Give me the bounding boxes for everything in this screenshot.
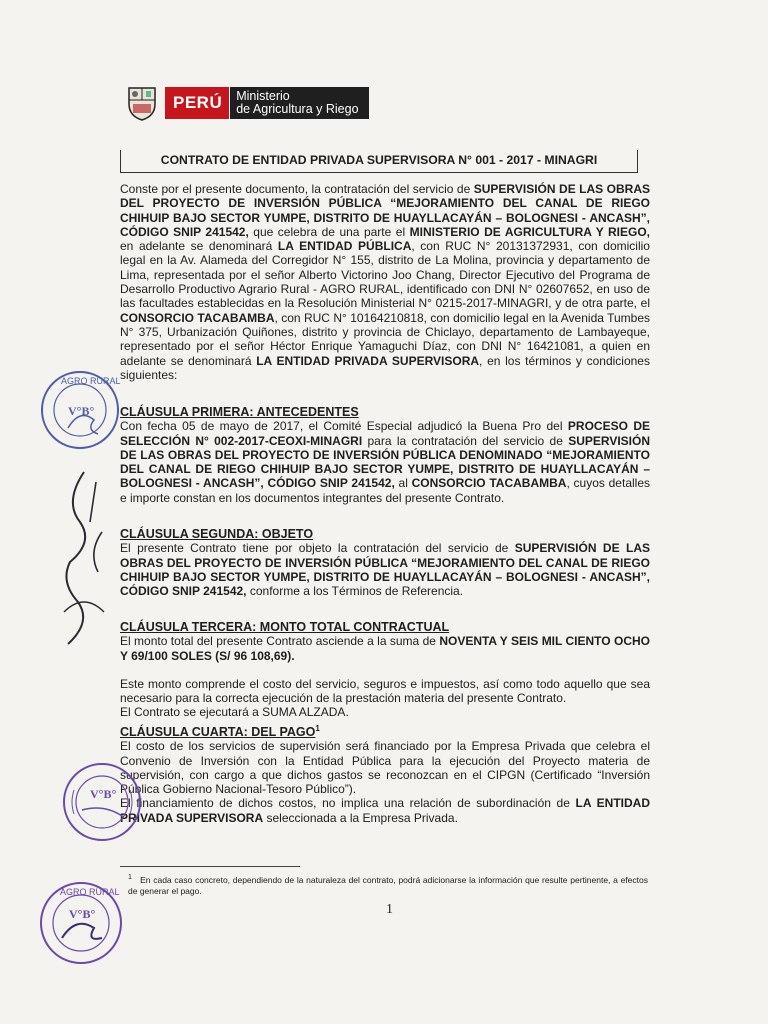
agro-rural-stamp-icon [38,368,122,452]
clause-tercera-text: El monto total del presente Contrato asciende a la suma de NOVENTA Y SEIS MIL CIENTO OCHO Y 69/100 SOLES (S/ 96 108,69). [120,634,650,663]
clause-primera-text: Con fecha 05 de mayo de 2017, el Comité Especial adjudicó la Buena Pro del PROCESO DE SELECCIÓN N° 002-2017-CEOXI-MINAGRI para la contratación del servicio de SUPERVISIÓN DE LAS OBRAS DEL PROYECTO DE INVERSIÓN PÚBLICA DENOMINADO “MEJORAMIENTO DEL CANAL DE RIEGO CHIHUIP BAJO SECTOR YUMPE, DISTRITO DE HUAYLLACAYÁN – BOLOGNESI - ANCASH”, CÓDIGO SNIP 241542, al CONSORCIO TACABAMBA, cuyos detalles e importe constan en los documentos integrantes del presente Contrato. [120,419,651,505]
clause-cuarta-heading: CLÁUSULA CUARTA: DEL PAGO [120,725,316,739]
footnote-ref: 1 [315,724,320,733]
ministry-line-1: Ministerio [236,89,290,103]
intro-paragraph: Conste por el presente documento, la contratación del servicio de SUPERVISIÓN DE LAS OBRAS DEL PROYECTO DE INVERSIÓN PÚBLICA “MEJORAMIENTO DEL CANAL DE RIEGO CHIHUIP BAJO SECTOR YUMPE, DISTRITO DE HUAYLLACAYÁN – BOLOGNESI - ANCASH”, CÓDIGO SNIP 241542, que celebra de una parte el MINISTERIO DE AGRICULTURA Y RIEGO, en adelante se denominará LA ENTIDAD PÚBLICA, con RUC N° 20131372931, con domicilio legal en la Av. Alameda del Corregidor N° 155, distrito de La Molina, provincia y departamento de Lima, representada por el señor Alberto Victorino Joo Chang, Director Ejecutivo del Programa de Desarrollo Productivo Agrario Rural - AGRO RURAL, identificado con DNI N° 02607652, en uso de las facultades establecidas en la Resolución Ministerial N° 0215-2017-MINAGRI, y de otra parte, el CONSORCIO TACABAMBA, con RUC N° 10164210818, con domicilio legal en la Avenida Tumbes N° 375, Urbanización Quiñones, distrito y provincia de Chiclayo, departamento de Lambayeque, representado por el señor Héctor Enrique Yamaguchi Díaz, con DNI N° 16421081, a quien en adelante se denominará LA ENTIDAD PRIVADA SUPERVISORA, en los términos y condiciones siguientes: [120,182,651,382]
clause-tercera-heading: CLÁUSULA TERCERA: MONTO TOTAL CONTRACTUAL [120,620,450,634]
ministry-line-2: de Agricultura y Riego [236,102,359,116]
ministry-name [229,87,368,119]
contract-title: CONTRATO DE ENTIDAD PRIVADA SUPERVISORA N° 001 - 2017 - MINAGRI [120,150,638,173]
footnote [128,872,648,897]
clause-cuarta-heading-row [120,722,650,739]
clause-segunda-heading: CLÁUSULA SEGUNDA: OBJETO [120,527,314,541]
clause-primera-heading: CLÁUSULA PRIMERA: ANTECEDENTES [120,405,359,419]
stamp1-top-text: AGRO RURAL [61,376,121,386]
stamp3-top-text: AGRO RURAL [60,887,120,897]
ministry-header [125,83,369,123]
peru-brand-block [165,87,369,119]
clause-segunda-text: El presente Contrato tiene por objeto la contratación del servicio de SUPERVISIÓN DE LAS OBRAS DEL PROYECTO DE INVERSIÓN PÚBLICA “MEJORAMIENTO DEL CANAL DE RIEGO CHIHUIP BAJO SECTOR YUMPE, DISTRITO DE HUAYLLACAYÁN – BOLOGNESI - ANCASH”, CÓDIGO SNIP 241542, conforme a los Términos de Referencia. [120,541,650,599]
footnote-number: 1 [128,873,132,881]
country-name: PERÚ [173,93,223,112]
ministry-legal-stamp-icon [60,760,144,844]
stamp1-vobo-text: V°B° [68,404,95,418]
clause-primera [120,405,650,505]
page-number: 1 [386,902,393,917]
handwritten-signature-icon [44,462,114,652]
footnote-text: En cada caso concreto, dependiendo de la naturaleza del contrato, podrá adicionarse la información que resulte pertinente, a efectos de generar el pago. [128,874,648,896]
clause-cuarta [120,722,650,825]
clause-tercera [120,620,650,720]
peru-coat-of-arms-icon [125,84,159,122]
stamp2-vobo-text: V°B° [90,787,117,801]
footnote-rule [120,866,300,867]
clause-tercera-scope: Este monto comprende el costo del servicio, seguros e impuestos, así como todo aquello que sea necesario para la correcta ejecución de la prestación materia del presente Contrato. [120,676,650,706]
stamp3-vobo-text: V°B° [69,907,96,921]
clause-tercera-modality: El Contrato se ejecutará a SUMA ALZADA. [120,705,349,720]
clause-segunda [120,527,650,598]
clause-cuarta-financing: El costo de los servicios de supervisión será financiado por la Empresa Privada que celebra el Convenio de Inversión con la Entidad Pública para la ejecución del Proyecto materia de supervisión, con cargo a que dichos gastos se reconozcan en el CIPGN (Certificado “Inversión Pública Gobierno Nacional-Tesoro Público”). [120,739,650,797]
clause-cuarta-subordination: El financiamiento de dichos costos, no implica una relación de subordinación de LA ENTIDAD PRIVADA SUPERVISORA seleccionada a la Empresa Privada. [120,796,651,825]
agro-rural-bottom-stamp-icon [36,878,126,968]
